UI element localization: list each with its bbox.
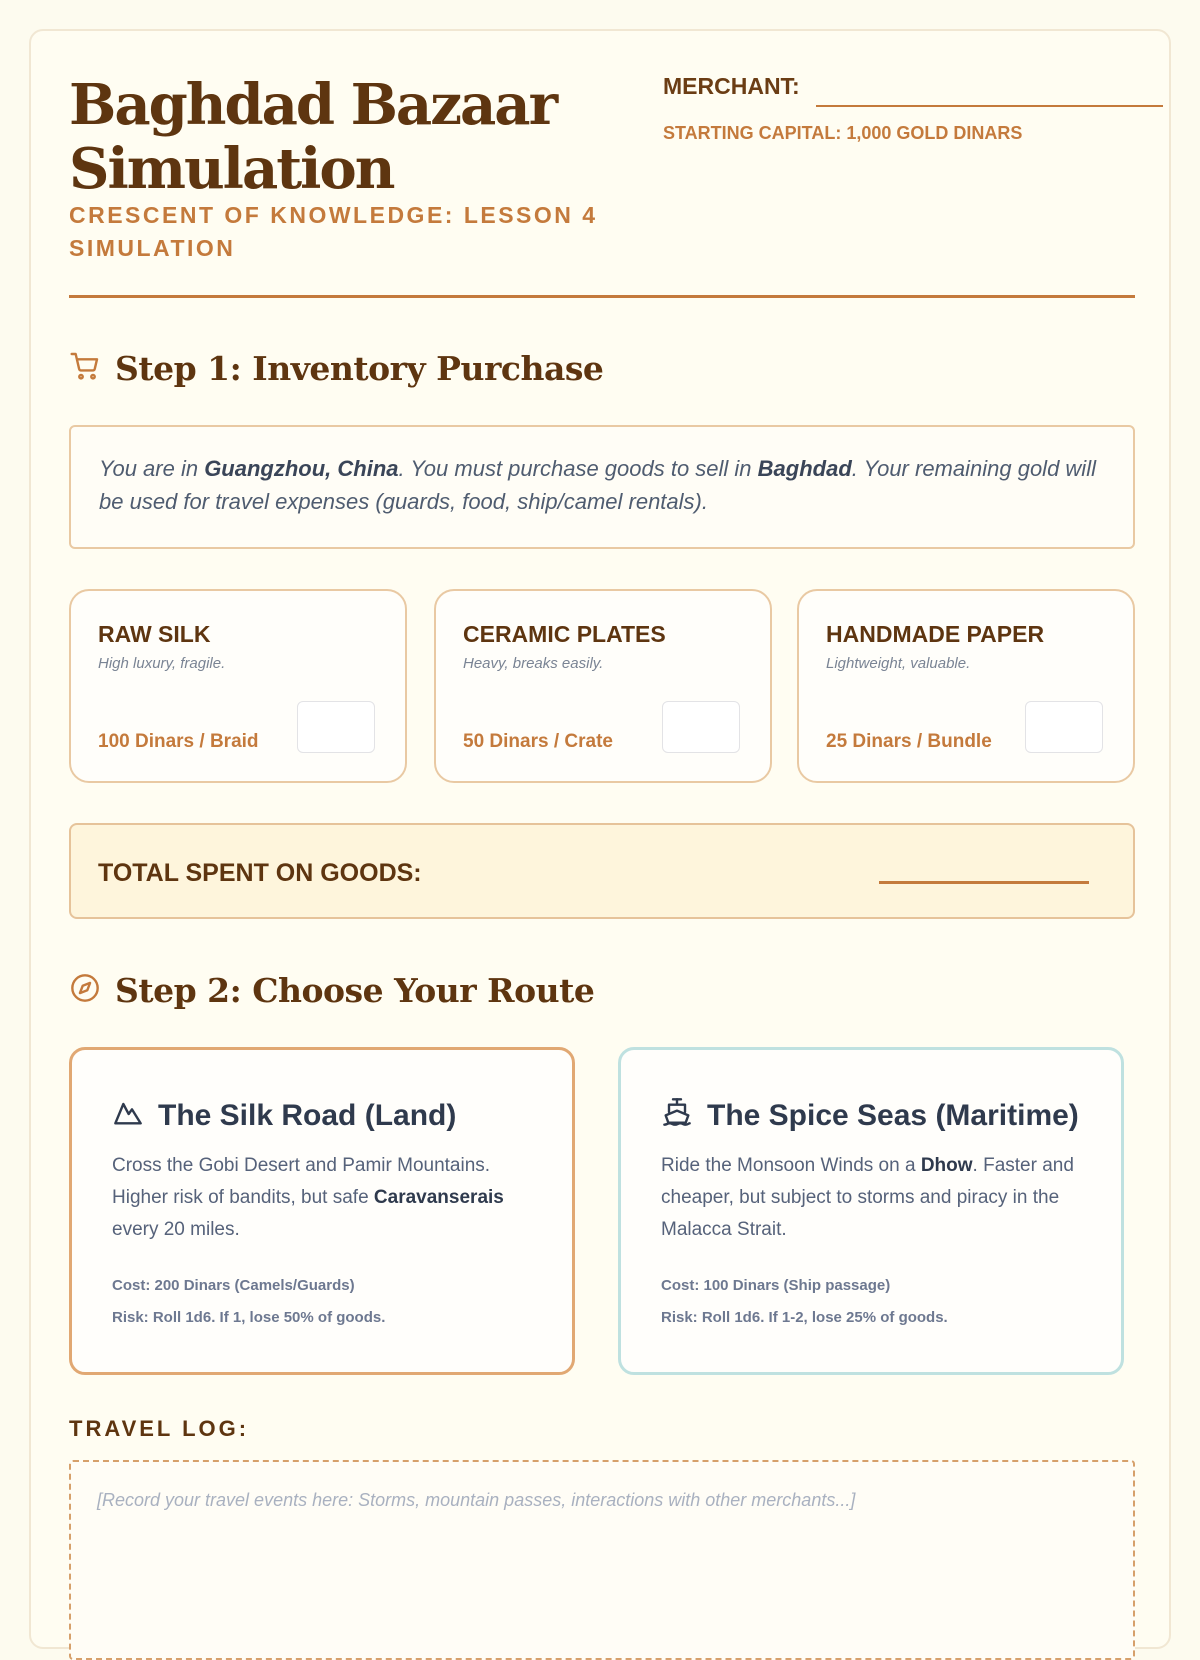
total-spent-field[interactable] xyxy=(879,881,1089,884)
route-desc-keyword: Caravanserais xyxy=(373,1187,504,1208)
goods-name: CERAMIC PLATES xyxy=(463,621,666,647)
merchant-label: MERCHANT: xyxy=(663,73,800,99)
worksheet-card xyxy=(29,29,1171,1649)
compass-icon xyxy=(69,972,101,1009)
route-title: The Spice Seas (Maritime) xyxy=(707,1099,1079,1132)
route-desc-text: Cross the Gobi Desert and Pamir Mountains. Higher risk of bandits, but safe xyxy=(112,1155,491,1208)
route-cost: Cost: 100 Dinars (Ship passage) xyxy=(661,1277,891,1294)
travel-log-label: TRAVEL LOG: xyxy=(69,1416,250,1441)
shopping-cart-icon xyxy=(69,350,101,387)
total-spent-label: TOTAL SPENT ON GOODS: xyxy=(98,859,422,887)
route-description xyxy=(661,1150,1081,1246)
step1-heading-row xyxy=(69,349,603,388)
scenario-intro xyxy=(69,425,1135,549)
goods-price: 50 Dinars / Crate xyxy=(463,731,613,752)
goods-card-silk xyxy=(69,589,407,783)
route-desc-keyword: Dhow xyxy=(920,1155,973,1176)
goods-card-paper xyxy=(797,589,1135,783)
route-option-silk-road[interactable] xyxy=(69,1047,575,1375)
route-cost: Cost: 200 Dinars (Camels/Guards) xyxy=(112,1277,355,1294)
goods-card-ceramics xyxy=(434,589,772,783)
goods-desc: High luxury, fragile. xyxy=(98,655,226,672)
intro-destination: Baghdad xyxy=(757,456,852,481)
page-subtitle: CRESCENT OF KNOWLEDGE: LESSON 4 SIMULATION xyxy=(69,202,598,261)
header-divider xyxy=(69,295,1135,298)
goods-name: RAW SILK xyxy=(98,621,211,647)
goods-desc: Heavy, breaks easily. xyxy=(463,655,604,672)
intro-text: . You must purchase goods to sell in xyxy=(398,456,758,481)
intro-location: Guangzhou, China xyxy=(204,456,399,481)
goods-desc: Lightweight, valuable. xyxy=(826,655,971,672)
route-desc-text: . Faster and cheaper, but subject to storms and piracy in the Malacca Strait. xyxy=(661,1155,1074,1240)
total-spent-box xyxy=(69,823,1135,919)
route-title: The Silk Road (Land) xyxy=(158,1099,457,1132)
travel-log-textarea[interactable] xyxy=(69,1460,1135,1660)
quantity-input[interactable] xyxy=(1025,701,1103,753)
mountain-icon xyxy=(112,1096,144,1136)
page-title: Baghdad Bazaar Simulation xyxy=(69,72,557,202)
route-title-row xyxy=(661,1096,1079,1136)
route-title-row xyxy=(112,1096,456,1136)
route-risk: Risk: Roll 1d6. If 1, lose 50% of goods. xyxy=(112,1309,386,1326)
quantity-input[interactable] xyxy=(662,701,740,753)
step1-heading: Step 1: Inventory Purchase xyxy=(115,349,604,388)
quantity-input[interactable] xyxy=(297,701,375,753)
step2-heading-row xyxy=(69,971,594,1010)
route-cost-risk xyxy=(661,1270,948,1334)
route-description xyxy=(112,1150,532,1246)
travel-log-placeholder: [Record your travel events here: Storms, mountain passes, interactions with other merchants...] xyxy=(97,1490,856,1510)
goods-name: HANDMADE PAPER xyxy=(826,621,1045,647)
route-cost-risk xyxy=(112,1270,385,1334)
route-desc-text: Ride the Monsoon Winds on a xyxy=(661,1155,921,1176)
intro-text: . Your remaining gold will be used for travel expenses (guards, food, ship/camel rentals). xyxy=(99,456,1096,514)
goods-price: 25 Dinars / Bundle xyxy=(826,731,992,752)
route-desc-text: every 20 miles. xyxy=(112,1219,240,1240)
starting-capital: STARTING CAPITAL: 1,000 GOLD DINARS xyxy=(663,123,1023,143)
step2-heading: Step 2: Choose Your Route xyxy=(115,971,595,1010)
intro-text: You are in xyxy=(99,456,205,481)
goods-price: 100 Dinars / Braid xyxy=(98,731,259,752)
ship-icon xyxy=(661,1096,693,1136)
route-risk: Risk: Roll 1d6. If 1-2, lose 25% of goods. xyxy=(661,1309,948,1326)
route-option-spice-seas[interactable] xyxy=(618,1047,1124,1375)
merchant-name-field[interactable] xyxy=(816,105,1163,107)
